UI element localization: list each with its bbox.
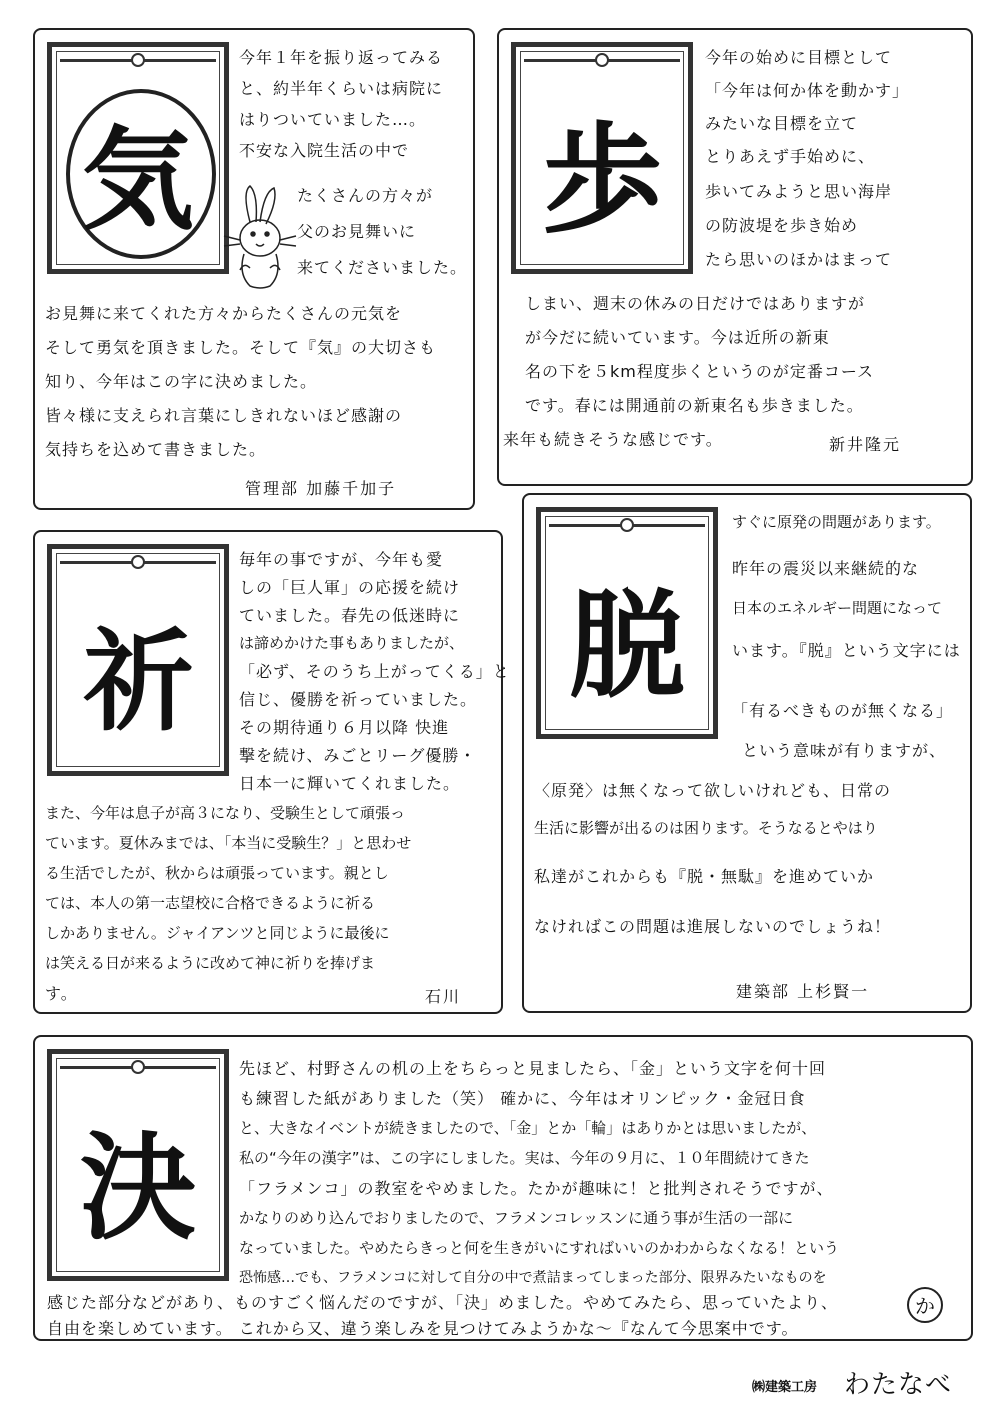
ki-text-line-9: そして勇気を頂きました。そして『気』の大切さも xyxy=(45,338,437,357)
rabbit-doodle-icon xyxy=(220,182,300,292)
kanji-ho: 歩 xyxy=(542,110,662,251)
datsu-text-line-6: という意味が有りますが、 xyxy=(742,741,947,760)
datsu-text-line-1: すぐに原発の問題があります。 xyxy=(732,513,941,531)
inori-text-line-15: は笑える日が来るように改めて神に祈りを捧げま xyxy=(45,954,376,972)
ki-signature: 管理部 加藤千加子 xyxy=(245,479,397,498)
frame-hanger xyxy=(60,1060,216,1074)
inori-text-line-1: 毎年の事ですが、今年も愛 xyxy=(239,550,444,569)
ki-text-line-10: 知り、今年はこの字に決めました。 xyxy=(45,372,318,391)
kanji-frame-inori xyxy=(47,544,229,776)
essay-box-ho xyxy=(497,28,973,486)
ketsu-text-line-1: 先ほど、村野さんの机の上をちらっと見ましたら、「金」という文字を何十回 xyxy=(239,1059,827,1078)
ketsu-text-line-6: かなりのめり込んでおりましたので、フラメンコレッスンに通う事が生活の一部に xyxy=(239,1209,794,1227)
ketsu-text-line-8: 恐怖感…でも、フラメンコに対して自分の中で煮詰まってしまった部分、限界みたいなものを xyxy=(239,1270,827,1286)
inori-text-line-9: 日本一に輝いてくれました。 xyxy=(239,774,461,793)
inori-text-line-16: す。 xyxy=(45,984,78,1003)
ketsu-text-line-7: なっていました。やめたらきっと何を生きがいにすればいいのかわからなくなる！という xyxy=(239,1239,840,1257)
inori-text-line-8: 撃を続け、みごとリーグ優勝・ xyxy=(239,746,477,765)
kanji-inori: 祈 xyxy=(83,617,193,746)
datsu-text-line-9: 私達がこれからも『脱・無駄』を進めていか xyxy=(534,867,875,886)
ho-text-line-9: が今だに続いています。今は近所の新東 xyxy=(525,328,830,347)
inori-text-line-6: 信じ、優勝を祈っていました。 xyxy=(239,690,478,709)
frame-hanger xyxy=(524,53,680,67)
frame-hanger xyxy=(549,518,705,532)
inori-text-line-5: 「必ず、そのうち上がってくる」と xyxy=(239,662,510,681)
ho-text-line-6: の防波堤を歩き始め xyxy=(705,216,859,235)
kanji-frame-datsu xyxy=(536,507,718,739)
kanji-frame-ki xyxy=(47,42,229,274)
ketsu-text-line-4: 私の“今年の漢字”は、この字にしました。実は、今年の９月に、１０年間続けてきた xyxy=(239,1149,810,1167)
datsu-text-line-8: 生活に影響が出るのは困ります。そうなるとやはり xyxy=(534,819,878,837)
ketsu-text-line-10: 自由を楽しめています。 これから又、違う楽しみを見つけてみようかな～『なんて今思案中です。 xyxy=(47,1319,799,1338)
datsu-text-line-3: 日本のエネルギー問題になって xyxy=(732,599,943,617)
ki-text-line-2: と、約半年くらいは病院に xyxy=(239,79,444,98)
datsu-text-line-4: います。『脱』という文字には xyxy=(732,641,961,660)
kanji-frame-ho xyxy=(511,42,693,274)
essay-box-inori xyxy=(33,530,510,1014)
ki-text-line-5: たくさんの方々が xyxy=(297,186,434,205)
datsu-text-line-10: なければこの問題は進展しないのでしょうね！ xyxy=(534,917,892,936)
ki-text-line-4: 不安な入院生活の中で xyxy=(239,141,410,160)
ho-text-line-8: しまい、週末の休みの日だけではありますが xyxy=(525,294,866,313)
ki-text-line-3: はりついていました…。 xyxy=(239,110,427,129)
datsu-text-line-2: 昨年の震災以来継続的な xyxy=(732,559,920,578)
ketsu-text-line-9: 感じた部分などがあり、ものすごく悩んだのですが、「決」めました。やめてみたら、思っていたより、 xyxy=(47,1293,839,1312)
ho-text-line-1: 今年の始めに目標として xyxy=(705,48,893,67)
inori-text-line-3: ていました。春先の低迷時に xyxy=(239,606,461,625)
ki-text-line-12: 気持ちを込めて書きました。 xyxy=(45,440,267,459)
footer-name: わたなべ xyxy=(844,1370,953,1400)
ho-text-line-12: 来年も続きそうな感じです。 xyxy=(503,430,723,449)
inori-text-line-4: は諦めかけた事もありましたが、 xyxy=(239,634,465,652)
ho-text-line-5: 歩いてみようと思い海岸 xyxy=(705,182,893,201)
ketsu-text-line-2: も練習した紙がありました（笑） 確かに、今年はオリンピック・金冠日食 xyxy=(239,1089,806,1108)
ketsu-signature-mark: か xyxy=(907,1287,943,1323)
inori-text-line-2: しの「巨人軍」の応援を続け xyxy=(239,578,461,597)
datsu-text-line-5: 「有るべきものが無くなる」 xyxy=(732,701,954,720)
inori-text-line-12: る生活でしたが、秋からは頑張っています。親とし xyxy=(45,864,389,882)
inori-text-line-7: その期待通り６月以降 快進 xyxy=(239,718,450,737)
inori-signature: 石川 xyxy=(425,987,462,1006)
ki-text-line-11: 皆々様に支えられ言葉にしきれないほど感謝の xyxy=(45,406,403,425)
ho-signature: 新井隆元 xyxy=(829,435,902,454)
ho-text-line-11: です。春には開通前の新東名も歩きました。 xyxy=(525,396,864,415)
datsu-text-line-7: 〈原発〉は無くなって欲しいけれども、日常の xyxy=(534,781,892,800)
ho-text-line-10: 名の下を５km程度歩くというのが定番コース xyxy=(525,362,875,381)
kanji-ketsu: 決 xyxy=(80,1119,196,1256)
datsu-signature: 建築部 上杉賢一 xyxy=(736,982,870,1001)
ho-text-line-4: とりあえず手始めに、 xyxy=(705,147,876,166)
ho-text-line-2: 「今年は何か体を動かす」 xyxy=(705,81,910,100)
essay-box-ketsu xyxy=(33,1035,973,1341)
inori-text-line-11: ています。夏休みまでは、「本当に受験生？」と思わせ xyxy=(45,834,412,852)
frame-hanger xyxy=(60,53,216,67)
kanji-ki: 気 xyxy=(82,114,194,246)
essay-box-datsu xyxy=(522,493,972,1013)
ki-text-line-1: 今年１年を振り返ってみる xyxy=(239,48,444,67)
ki-text-line-7: 来てくださいました。 xyxy=(297,258,468,277)
kanji-frame-ketsu xyxy=(47,1049,229,1281)
frame-hanger xyxy=(60,555,216,569)
ho-text-line-7: たら思いのほかはまって xyxy=(705,250,893,269)
essay-box-ki xyxy=(33,28,475,510)
kanji-datsu: 脱 xyxy=(569,577,685,714)
footer-company: ㈱建築工房 xyxy=(752,1380,818,1395)
ketsu-text-line-3: と、大きなイベントが続きましたので、「金」とか「輪」はありかとは思いましたが、 xyxy=(239,1119,817,1137)
inori-text-line-14: しかありません。ジャイアンツと同じように最後に xyxy=(45,924,390,942)
inori-text-line-10: また、今年は息子が高３になり、受験生として頑張っ xyxy=(45,804,406,822)
ketsu-text-line-5: 「フラメンコ」の教室をやめました。たかが趣味に！と批判されそうですが、 xyxy=(239,1179,834,1198)
inori-text-line-13: ては、本人の第一志望校に合格できるように祈る xyxy=(45,894,376,912)
ki-text-line-6: 父のお見舞いに xyxy=(297,222,417,241)
ki-text-line-8: お見舞に来てくれた方々からたくさんの元気を xyxy=(45,304,403,323)
ho-text-line-3: みたいな目標を立て xyxy=(705,114,859,133)
